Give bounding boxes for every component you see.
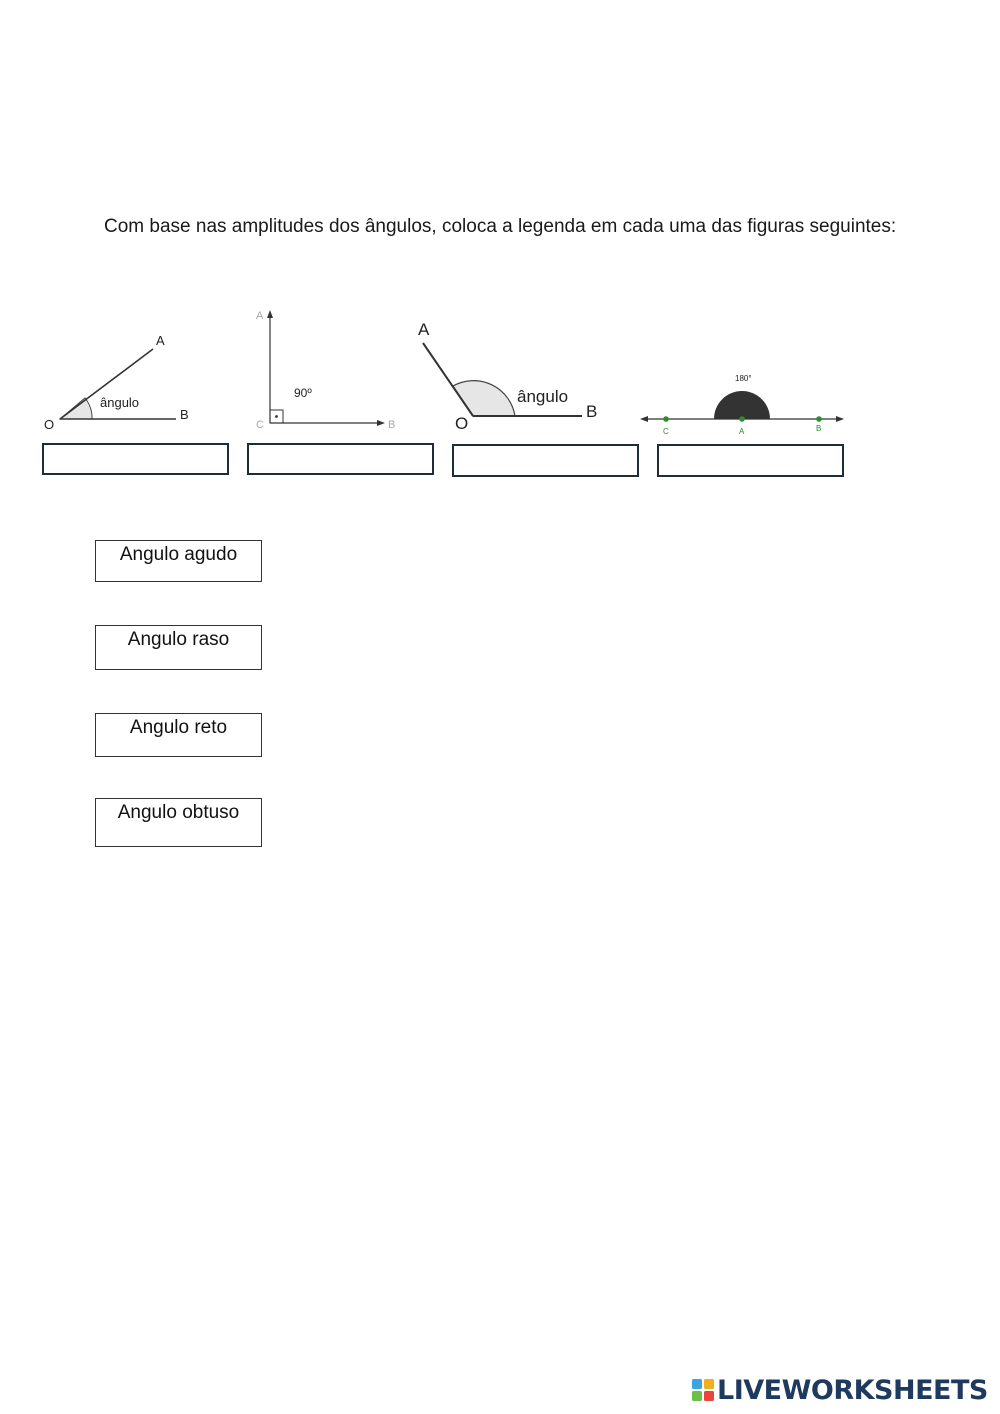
straight-point-a-label: A — [739, 427, 745, 436]
right-vertex-label: C — [256, 419, 264, 431]
label-card-obtuso[interactable]: Angulo obtuso — [95, 798, 262, 847]
obtuse-point-b-label: B — [586, 402, 598, 421]
right-point-b-label: B — [388, 419, 396, 431]
straight-point-c-label: C — [663, 427, 669, 436]
obtuse-vertex-label: O — [455, 414, 469, 433]
label-card-reto[interactable]: Angulo reto — [95, 713, 262, 757]
answer-box-3[interactable] — [452, 444, 639, 477]
obtuse-angle-label: ângulo — [517, 387, 569, 406]
right-angle-figure — [250, 305, 410, 435]
acute-point-b-label: B — [180, 407, 189, 422]
liveworksheets-logo-icon — [692, 1379, 714, 1401]
right-angle-label: 90º — [294, 386, 312, 400]
right-point-a-label: A — [256, 310, 264, 322]
answer-box-4[interactable] — [657, 444, 844, 477]
obtuse-angle-figure — [410, 315, 610, 435]
label-card-raso[interactable]: Angulo raso — [95, 625, 262, 670]
answer-box-1[interactable] — [42, 443, 229, 475]
acute-angle-figure — [40, 325, 210, 435]
acute-vertex-label: O — [44, 417, 55, 432]
obtuse-point-a-label: A — [418, 320, 430, 339]
label-card-agudo[interactable]: Angulo agudo — [95, 540, 262, 582]
straight-angle-label: 180° — [735, 374, 752, 383]
answer-box-2[interactable] — [247, 443, 434, 475]
liveworksheets-brand-text: LIVEWORKSHEETS — [717, 1374, 988, 1406]
acute-angle-label: ângulo — [100, 395, 140, 410]
liveworksheets-brand[interactable] — [692, 1373, 988, 1407]
instruction-text: Com base nas amplitudes dos ângulos, coloca a legenda em cada uma das figuras seguintes: — [104, 216, 897, 237]
acute-point-a-label: A — [156, 333, 165, 348]
straight-angle-figure — [636, 365, 851, 440]
straight-point-b-label: B — [816, 424, 822, 433]
